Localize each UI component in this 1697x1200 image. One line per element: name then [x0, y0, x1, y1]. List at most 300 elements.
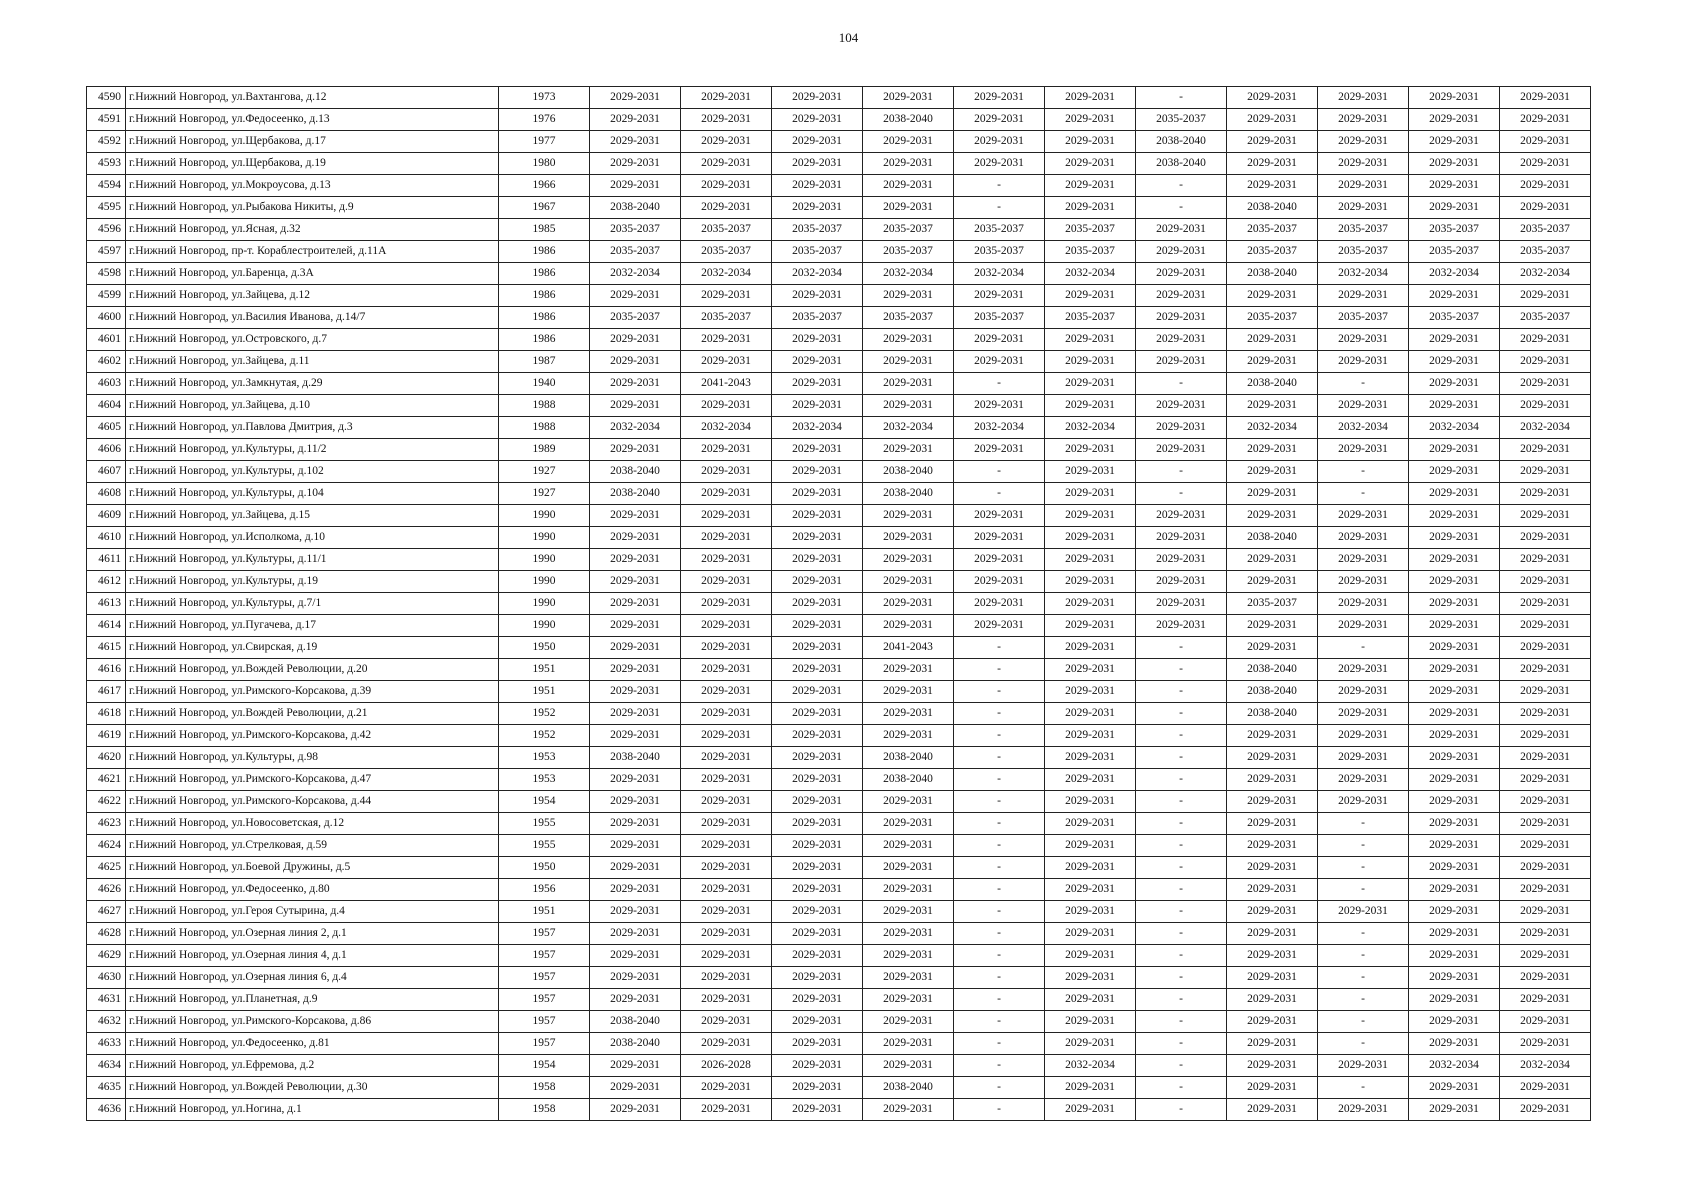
cell-work-4: 2029-2031 [863, 505, 954, 527]
table-row [87, 637, 1591, 659]
cell-year-built: 1989 [499, 439, 590, 461]
cell-row-number: 4631 [87, 989, 126, 1011]
cell-work-7: - [1136, 1011, 1227, 1033]
cell-work-10: 2029-2031 [1409, 615, 1500, 637]
cell-work-1: 2029-2031 [590, 351, 681, 373]
cell-work-1: 2029-2031 [590, 593, 681, 615]
cell-work-2: 2029-2031 [681, 571, 772, 593]
cell-work-10: 2029-2031 [1409, 153, 1500, 175]
cell-year-built: 1958 [499, 1077, 590, 1099]
table-row [87, 263, 1591, 285]
cell-work-5: - [954, 1033, 1045, 1055]
table-row [87, 901, 1591, 923]
cell-work-5: - [954, 813, 1045, 835]
table-row [87, 791, 1591, 813]
cell-work-6: 2029-2031 [1045, 615, 1136, 637]
cell-work-5: - [954, 373, 1045, 395]
table-row [87, 241, 1591, 263]
cell-work-10: 2029-2031 [1409, 1033, 1500, 1055]
cell-work-8: 2038-2040 [1227, 703, 1318, 725]
cell-work-3: 2029-2031 [772, 923, 863, 945]
cell-work-3: 2029-2031 [772, 153, 863, 175]
cell-work-7: - [1136, 461, 1227, 483]
cell-work-3: 2029-2031 [772, 175, 863, 197]
cell-work-6: 2035-2037 [1045, 307, 1136, 329]
cell-work-6: 2029-2031 [1045, 373, 1136, 395]
cell-work-7: - [1136, 373, 1227, 395]
cell-work-1: 2029-2031 [590, 329, 681, 351]
cell-work-4: 2029-2031 [863, 989, 954, 1011]
cell-work-4: 2029-2031 [863, 373, 954, 395]
cell-work-1: 2029-2031 [590, 769, 681, 791]
cell-work-2: 2029-2031 [681, 659, 772, 681]
cell-work-2: 2029-2031 [681, 637, 772, 659]
cell-work-9: - [1318, 989, 1409, 1011]
cell-work-6: 2029-2031 [1045, 87, 1136, 109]
cell-work-1: 2029-2031 [590, 637, 681, 659]
cell-work-8: 2029-2031 [1227, 967, 1318, 989]
cell-work-9: 2032-2034 [1318, 417, 1409, 439]
cell-work-2: 2032-2034 [681, 263, 772, 285]
cell-work-5: 2035-2037 [954, 241, 1045, 263]
cell-work-10: 2029-2031 [1409, 351, 1500, 373]
cell-work-3: 2029-2031 [772, 681, 863, 703]
page-number: 104 [838, 30, 859, 45]
cell-year-built: 1955 [499, 813, 590, 835]
cell-work-4: 2029-2031 [863, 527, 954, 549]
cell-row-number: 4591 [87, 109, 126, 131]
cell-work-6: 2029-2031 [1045, 901, 1136, 923]
cell-work-11: 2029-2031 [1500, 351, 1591, 373]
cell-work-4: 2029-2031 [863, 835, 954, 857]
cell-work-7: - [1136, 879, 1227, 901]
table-row [87, 923, 1591, 945]
cell-work-11: 2035-2037 [1500, 219, 1591, 241]
cell-work-6: 2029-2031 [1045, 351, 1136, 373]
cell-year-built: 1990 [499, 615, 590, 637]
cell-work-9: - [1318, 1033, 1409, 1055]
cell-work-8: 2029-2031 [1227, 989, 1318, 1011]
cell-row-number: 4613 [87, 593, 126, 615]
cell-work-6: 2029-2031 [1045, 769, 1136, 791]
cell-work-10: 2029-2031 [1409, 527, 1500, 549]
cell-work-5: 2029-2031 [954, 527, 1045, 549]
cell-work-1: 2032-2034 [590, 417, 681, 439]
cell-year-built: 1951 [499, 659, 590, 681]
cell-work-10: 2029-2031 [1409, 945, 1500, 967]
cell-work-2: 2029-2031 [681, 703, 772, 725]
cell-address: г.Нижний Новгород, ул.Культуры, д.104 [126, 483, 499, 505]
cell-work-10: 2029-2031 [1409, 593, 1500, 615]
cell-address: г.Нижний Новгород, ул.Вождей Революции, д.20 [126, 659, 499, 681]
cell-work-5: - [954, 989, 1045, 1011]
table-row [87, 461, 1591, 483]
table-row [87, 395, 1591, 417]
cell-row-number: 4626 [87, 879, 126, 901]
cell-address: г.Нижний Новгород, ул.Героя Сутырина, д.4 [126, 901, 499, 923]
cell-work-3: 2029-2031 [772, 967, 863, 989]
cell-work-5: - [954, 659, 1045, 681]
table-row [87, 417, 1591, 439]
cell-work-11: 2029-2031 [1500, 461, 1591, 483]
cell-work-4: 2029-2031 [863, 879, 954, 901]
cell-work-10: 2029-2031 [1409, 879, 1500, 901]
cell-address: г.Нижний Новгород, ул.Римского-Корсакова, д.44 [126, 791, 499, 813]
cell-work-8: 2035-2037 [1227, 219, 1318, 241]
cell-work-1: 2035-2037 [590, 219, 681, 241]
cell-work-4: 2029-2031 [863, 681, 954, 703]
cell-work-11: 2029-2031 [1500, 505, 1591, 527]
cell-work-4: 2029-2031 [863, 87, 954, 109]
cell-work-8: 2032-2034 [1227, 417, 1318, 439]
cell-work-11: 2029-2031 [1500, 131, 1591, 153]
cell-work-1: 2029-2031 [590, 571, 681, 593]
cell-work-7: - [1136, 813, 1227, 835]
cell-work-9: - [1318, 879, 1409, 901]
cell-work-9: 2029-2031 [1318, 329, 1409, 351]
cell-address: г.Нижний Новгород, ул.Ногина, д.1 [126, 1099, 499, 1121]
cell-work-8: 2029-2031 [1227, 725, 1318, 747]
cell-work-3: 2029-2031 [772, 109, 863, 131]
cell-year-built: 1940 [499, 373, 590, 395]
cell-work-2: 2029-2031 [681, 483, 772, 505]
cell-work-6: 2029-2031 [1045, 1099, 1136, 1121]
cell-work-2: 2029-2031 [681, 109, 772, 131]
cell-work-7: - [1136, 1033, 1227, 1055]
table-row [87, 219, 1591, 241]
cell-work-3: 2029-2031 [772, 659, 863, 681]
cell-work-3: 2029-2031 [772, 615, 863, 637]
cell-work-7: - [1136, 835, 1227, 857]
cell-work-8: 2029-2031 [1227, 879, 1318, 901]
cell-row-number: 4636 [87, 1099, 126, 1121]
cell-work-4: 2029-2031 [863, 615, 954, 637]
cell-work-4: 2029-2031 [863, 967, 954, 989]
cell-work-2: 2029-2031 [681, 813, 772, 835]
cell-work-6: 2029-2031 [1045, 989, 1136, 1011]
cell-work-11: 2032-2034 [1500, 417, 1591, 439]
cell-work-9: - [1318, 483, 1409, 505]
cell-work-7: - [1136, 197, 1227, 219]
cell-row-number: 4632 [87, 1011, 126, 1033]
cell-work-1: 2029-2031 [590, 527, 681, 549]
cell-work-6: 2029-2031 [1045, 131, 1136, 153]
cell-work-5: - [954, 769, 1045, 791]
cell-work-11: 2029-2031 [1500, 637, 1591, 659]
table-row [87, 571, 1591, 593]
table-row [87, 681, 1591, 703]
cell-address: г.Нижний Новгород, ул.Культуры, д.19 [126, 571, 499, 593]
cell-work-3: 2029-2031 [772, 395, 863, 417]
table-row [87, 505, 1591, 527]
cell-address: г.Нижний Новгород, ул.Исполкома, д.10 [126, 527, 499, 549]
cell-work-5: - [954, 1011, 1045, 1033]
cell-work-6: 2029-2031 [1045, 175, 1136, 197]
cell-work-9: 2029-2031 [1318, 153, 1409, 175]
cell-work-4: 2029-2031 [863, 395, 954, 417]
cell-work-10: 2029-2031 [1409, 505, 1500, 527]
cell-work-9: 2035-2037 [1318, 241, 1409, 263]
cell-work-2: 2029-2031 [681, 527, 772, 549]
cell-work-4: 2038-2040 [863, 483, 954, 505]
cell-work-11: 2029-2031 [1500, 659, 1591, 681]
cell-row-number: 4634 [87, 1055, 126, 1077]
cell-work-3: 2029-2031 [772, 549, 863, 571]
cell-work-6: 2029-2031 [1045, 879, 1136, 901]
cell-work-3: 2029-2031 [772, 373, 863, 395]
cell-work-4: 2041-2043 [863, 637, 954, 659]
cell-work-6: 2029-2031 [1045, 329, 1136, 351]
cell-work-1: 2029-2031 [590, 967, 681, 989]
cell-work-2: 2029-2031 [681, 351, 772, 373]
cell-work-9: 2029-2031 [1318, 175, 1409, 197]
cell-work-5: - [954, 1099, 1045, 1121]
cell-work-8: 2029-2031 [1227, 483, 1318, 505]
cell-work-8: 2029-2031 [1227, 923, 1318, 945]
cell-work-6: 2029-2031 [1045, 637, 1136, 659]
cell-work-2: 2029-2031 [681, 769, 772, 791]
cell-work-6: 2032-2034 [1045, 263, 1136, 285]
cell-work-2: 2029-2031 [681, 923, 772, 945]
cell-year-built: 1952 [499, 703, 590, 725]
cell-work-10: 2029-2031 [1409, 857, 1500, 879]
cell-row-number: 4612 [87, 571, 126, 593]
cell-work-6: 2029-2031 [1045, 153, 1136, 175]
cell-work-7: 2029-2031 [1136, 241, 1227, 263]
cell-year-built: 1967 [499, 197, 590, 219]
cell-work-4: 2029-2031 [863, 175, 954, 197]
cell-work-9: 2029-2031 [1318, 1055, 1409, 1077]
cell-year-built: 1988 [499, 417, 590, 439]
cell-work-3: 2029-2031 [772, 945, 863, 967]
cell-work-10: 2029-2031 [1409, 439, 1500, 461]
cell-work-3: 2032-2034 [772, 417, 863, 439]
cell-work-6: 2029-2031 [1045, 439, 1136, 461]
cell-work-2: 2041-2043 [681, 373, 772, 395]
cell-address: г.Нижний Новгород, ул.Вождей Революции, д.30 [126, 1077, 499, 1099]
cell-work-2: 2029-2031 [681, 439, 772, 461]
cell-work-7: 2029-2031 [1136, 329, 1227, 351]
cell-work-11: 2029-2031 [1500, 483, 1591, 505]
cell-work-10: 2029-2031 [1409, 659, 1500, 681]
cell-work-3: 2035-2037 [772, 241, 863, 263]
table-row [87, 197, 1591, 219]
cell-work-7: 2029-2031 [1136, 219, 1227, 241]
cell-work-5: 2029-2031 [954, 505, 1045, 527]
cell-work-11: 2029-2031 [1500, 1033, 1591, 1055]
cell-work-4: 2029-2031 [863, 1033, 954, 1055]
cell-work-2: 2029-2031 [681, 131, 772, 153]
cell-work-3: 2029-2031 [772, 769, 863, 791]
cell-work-8: 2029-2031 [1227, 285, 1318, 307]
cell-work-6: 2029-2031 [1045, 549, 1136, 571]
cell-work-9: 2029-2031 [1318, 725, 1409, 747]
cell-work-7: 2038-2040 [1136, 131, 1227, 153]
cell-work-1: 2029-2031 [590, 813, 681, 835]
cell-address: г.Нижний Новгород, ул.Зайцева, д.11 [126, 351, 499, 373]
cell-work-7: - [1136, 1099, 1227, 1121]
cell-work-7: - [1136, 725, 1227, 747]
cell-work-10: 2029-2031 [1409, 967, 1500, 989]
cell-work-11: 2032-2034 [1500, 263, 1591, 285]
cell-work-3: 2029-2031 [772, 439, 863, 461]
cell-work-3: 2029-2031 [772, 703, 863, 725]
cell-row-number: 4607 [87, 461, 126, 483]
cell-work-1: 2038-2040 [590, 197, 681, 219]
cell-work-7: 2029-2031 [1136, 593, 1227, 615]
cell-row-number: 4611 [87, 549, 126, 571]
cell-work-1: 2029-2031 [590, 175, 681, 197]
table-row [87, 527, 1591, 549]
cell-work-6: 2029-2031 [1045, 197, 1136, 219]
cell-year-built: 1977 [499, 131, 590, 153]
cell-work-8: 2029-2031 [1227, 901, 1318, 923]
cell-work-1: 2029-2031 [590, 681, 681, 703]
cell-work-8: 2029-2031 [1227, 857, 1318, 879]
cell-work-10: 2029-2031 [1409, 461, 1500, 483]
cell-work-11: 2029-2031 [1500, 747, 1591, 769]
table-row [87, 1011, 1591, 1033]
cell-work-2: 2029-2031 [681, 197, 772, 219]
cell-work-4: 2029-2031 [863, 901, 954, 923]
cell-year-built: 1957 [499, 967, 590, 989]
cell-address: г.Нижний Новгород, ул.Озерная линия 6, д.4 [126, 967, 499, 989]
cell-row-number: 4619 [87, 725, 126, 747]
cell-work-5: - [954, 901, 1045, 923]
cell-row-number: 4594 [87, 175, 126, 197]
cell-work-2: 2029-2031 [681, 395, 772, 417]
cell-work-5: - [954, 857, 1045, 879]
cell-work-10: 2029-2031 [1409, 1099, 1500, 1121]
cell-work-11: 2029-2031 [1500, 549, 1591, 571]
cell-work-4: 2029-2031 [863, 659, 954, 681]
cell-work-11: 2029-2031 [1500, 373, 1591, 395]
cell-row-number: 4604 [87, 395, 126, 417]
cell-row-number: 4600 [87, 307, 126, 329]
cell-work-7: 2029-2031 [1136, 285, 1227, 307]
cell-work-7: 2029-2031 [1136, 263, 1227, 285]
cell-work-8: 2035-2037 [1227, 593, 1318, 615]
cell-work-10: 2029-2031 [1409, 703, 1500, 725]
cell-work-5: - [954, 945, 1045, 967]
cell-work-5: 2029-2031 [954, 439, 1045, 461]
cell-work-2: 2035-2037 [681, 241, 772, 263]
cell-work-5: - [954, 483, 1045, 505]
cell-year-built: 1950 [499, 857, 590, 879]
cell-work-4: 2038-2040 [863, 769, 954, 791]
cell-work-4: 2029-2031 [863, 813, 954, 835]
cell-work-6: 2029-2031 [1045, 967, 1136, 989]
cell-work-2: 2029-2031 [681, 175, 772, 197]
cell-work-4: 2035-2037 [863, 241, 954, 263]
cell-row-number: 4616 [87, 659, 126, 681]
cell-address: г.Нижний Новгород, ул.Свирская, д.19 [126, 637, 499, 659]
cell-work-7: - [1136, 1055, 1227, 1077]
cell-work-5: 2032-2034 [954, 417, 1045, 439]
cell-work-11: 2029-2031 [1500, 791, 1591, 813]
cell-work-10: 2029-2031 [1409, 329, 1500, 351]
cell-work-2: 2029-2031 [681, 835, 772, 857]
cell-work-11: 2029-2031 [1500, 197, 1591, 219]
cell-work-9: - [1318, 923, 1409, 945]
cell-work-8: 2029-2031 [1227, 835, 1318, 857]
cell-work-1: 2029-2031 [590, 791, 681, 813]
cell-work-7: - [1136, 901, 1227, 923]
cell-work-10: 2029-2031 [1409, 1077, 1500, 1099]
cell-year-built: 1957 [499, 989, 590, 1011]
cell-work-8: 2038-2040 [1227, 681, 1318, 703]
cell-work-10: 2029-2031 [1409, 285, 1500, 307]
cell-address: г.Нижний Новгород, ул.Василия Иванова, д.14/7 [126, 307, 499, 329]
cell-work-1: 2029-2031 [590, 109, 681, 131]
cell-work-1: 2029-2031 [590, 373, 681, 395]
table-row [87, 439, 1591, 461]
cell-work-9: 2029-2031 [1318, 659, 1409, 681]
cell-work-7: - [1136, 175, 1227, 197]
table-row [87, 329, 1591, 351]
cell-row-number: 4590 [87, 87, 126, 109]
cell-address: г.Нижний Новгород, ул.Озерная линия 2, д.1 [126, 923, 499, 945]
cell-address: г.Нижний Новгород, ул.Зайцева, д.15 [126, 505, 499, 527]
cell-work-1: 2038-2040 [590, 461, 681, 483]
cell-year-built: 1957 [499, 1011, 590, 1033]
table-row [87, 989, 1591, 1011]
cell-work-6: 2029-2031 [1045, 857, 1136, 879]
cell-work-8: 2029-2031 [1227, 813, 1318, 835]
cell-work-7: 2029-2031 [1136, 571, 1227, 593]
cell-work-10: 2035-2037 [1409, 219, 1500, 241]
cell-work-6: 2029-2031 [1045, 813, 1136, 835]
cell-work-3: 2029-2031 [772, 1099, 863, 1121]
cell-work-10: 2029-2031 [1409, 373, 1500, 395]
cell-work-10: 2032-2034 [1409, 417, 1500, 439]
cell-row-number: 4622 [87, 791, 126, 813]
cell-work-9: 2029-2031 [1318, 109, 1409, 131]
cell-work-11: 2029-2031 [1500, 1011, 1591, 1033]
cell-work-4: 2029-2031 [863, 153, 954, 175]
table-row [87, 1055, 1591, 1077]
cell-work-11: 2029-2031 [1500, 923, 1591, 945]
cell-work-10: 2029-2031 [1409, 483, 1500, 505]
cell-work-11: 2029-2031 [1500, 571, 1591, 593]
cell-work-2: 2029-2031 [681, 87, 772, 109]
cell-work-1: 2029-2031 [590, 901, 681, 923]
cell-work-8: 2029-2031 [1227, 637, 1318, 659]
cell-work-2: 2029-2031 [681, 593, 772, 615]
cell-work-2: 2029-2031 [681, 989, 772, 1011]
cell-work-2: 2029-2031 [681, 1077, 772, 1099]
cell-work-11: 2029-2031 [1500, 395, 1591, 417]
cell-work-7: 2035-2037 [1136, 109, 1227, 131]
cell-work-3: 2029-2031 [772, 637, 863, 659]
cell-work-1: 2038-2040 [590, 1033, 681, 1055]
cell-row-number: 4592 [87, 131, 126, 153]
cell-address: г.Нижний Новгород, ул.Замкнутая, д.29 [126, 373, 499, 395]
cell-work-5: 2029-2031 [954, 131, 1045, 153]
cell-work-10: 2029-2031 [1409, 769, 1500, 791]
cell-address: г.Нижний Новгород, ул.Щербакова, д.19 [126, 153, 499, 175]
cell-work-9: - [1318, 1077, 1409, 1099]
cell-work-11: 2029-2031 [1500, 153, 1591, 175]
cell-work-10: 2029-2031 [1409, 725, 1500, 747]
cell-work-6: 2029-2031 [1045, 285, 1136, 307]
cell-work-5: - [954, 725, 1045, 747]
cell-address: г.Нижний Новгород, ул.Новосоветская, д.12 [126, 813, 499, 835]
cell-work-2: 2029-2031 [681, 615, 772, 637]
cell-work-4: 2029-2031 [863, 197, 954, 219]
cell-work-7: - [1136, 857, 1227, 879]
cell-work-3: 2029-2031 [772, 879, 863, 901]
